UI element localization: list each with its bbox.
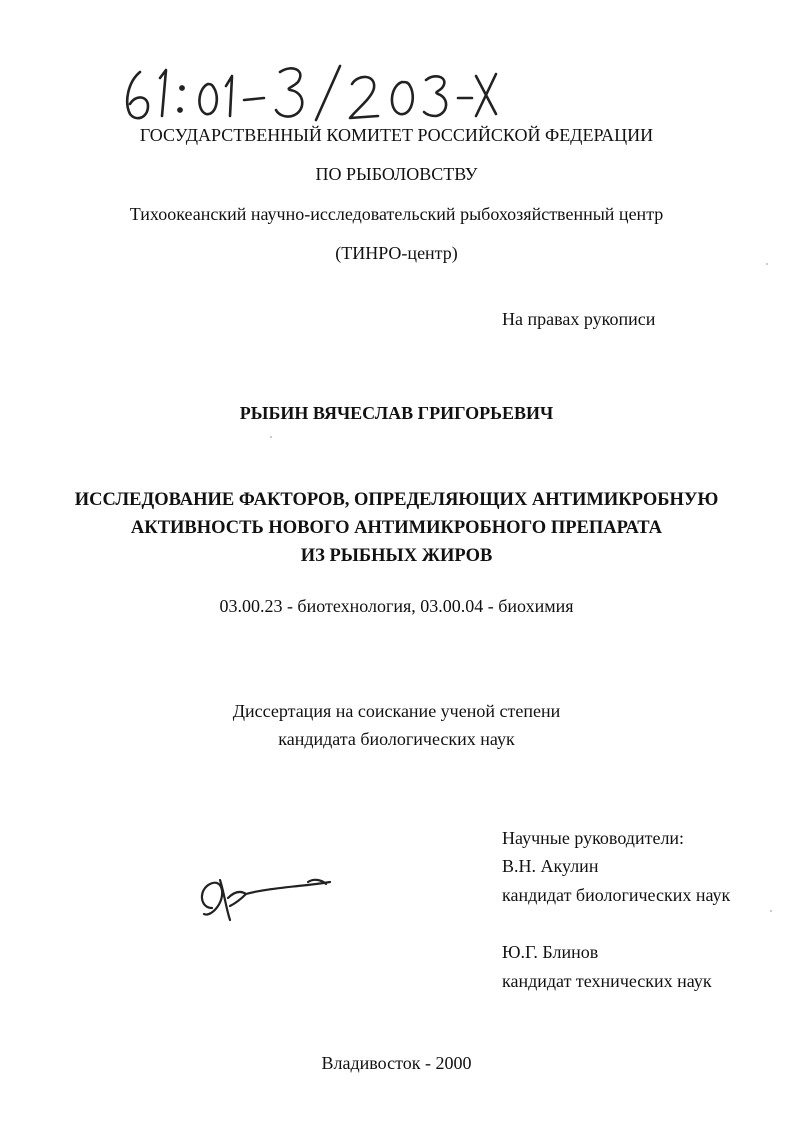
degree-line1: Диссертация на соискание ученой степени xyxy=(232,701,561,721)
city-year: Владивосток - 2000 xyxy=(321,1053,472,1073)
dissertation-title-line2: АКТИВНОСТЬ НОВОГО АНТИМИКРОБНОГО ПРЕПАРАТА xyxy=(130,518,663,538)
supervisor-2-name: Ю.Г. Блинов xyxy=(502,942,599,962)
dissertation-title-line3: ИЗ РЫБНЫХ ЖИРОВ xyxy=(300,546,493,566)
scan-speck xyxy=(766,263,768,265)
signature xyxy=(190,868,340,928)
supervisor-1-name: В.Н. Акулин xyxy=(502,856,599,876)
supervisors-heading: Научные руководители: xyxy=(502,828,685,848)
institute-name: Тихоокеанский научно-исследовательский рыбохозяйственный центр xyxy=(129,204,664,224)
supervisor-1-degree: кандидат биологических наук xyxy=(502,885,731,905)
specialties: 03.00.23 - биотехнология, 03.00.04 - биохимия xyxy=(219,596,574,616)
committee-name-line2: ПО РЫБОЛОВСТВУ xyxy=(315,164,478,184)
author-name: РЫБИН ВЯЧЕСЛАВ ГРИГОРЬЕВИЧ xyxy=(239,403,554,423)
manuscript-rights: На правах рукописи xyxy=(502,309,656,329)
institute-short-name: (ТИНРО-центр) xyxy=(335,243,458,263)
degree-line2: кандидата биологических наук xyxy=(278,729,515,749)
handwritten-archive-number xyxy=(120,58,500,128)
supervisor-2-degree: кандидат технических наук xyxy=(502,971,712,991)
scan-speck xyxy=(770,910,772,912)
committee-name-line1: ГОСУДАРСТВЕННЫЙ КОМИТЕТ РОССИЙСКОЙ ФЕДЕРАЦИИ xyxy=(139,125,654,145)
dissertation-title-line1: ИССЛЕДОВАНИЕ ФАКТОРОВ, ОПРЕДЕЛЯЮЩИХ АНТИМИКРОБНУЮ xyxy=(74,490,719,510)
scan-speck xyxy=(270,436,272,438)
